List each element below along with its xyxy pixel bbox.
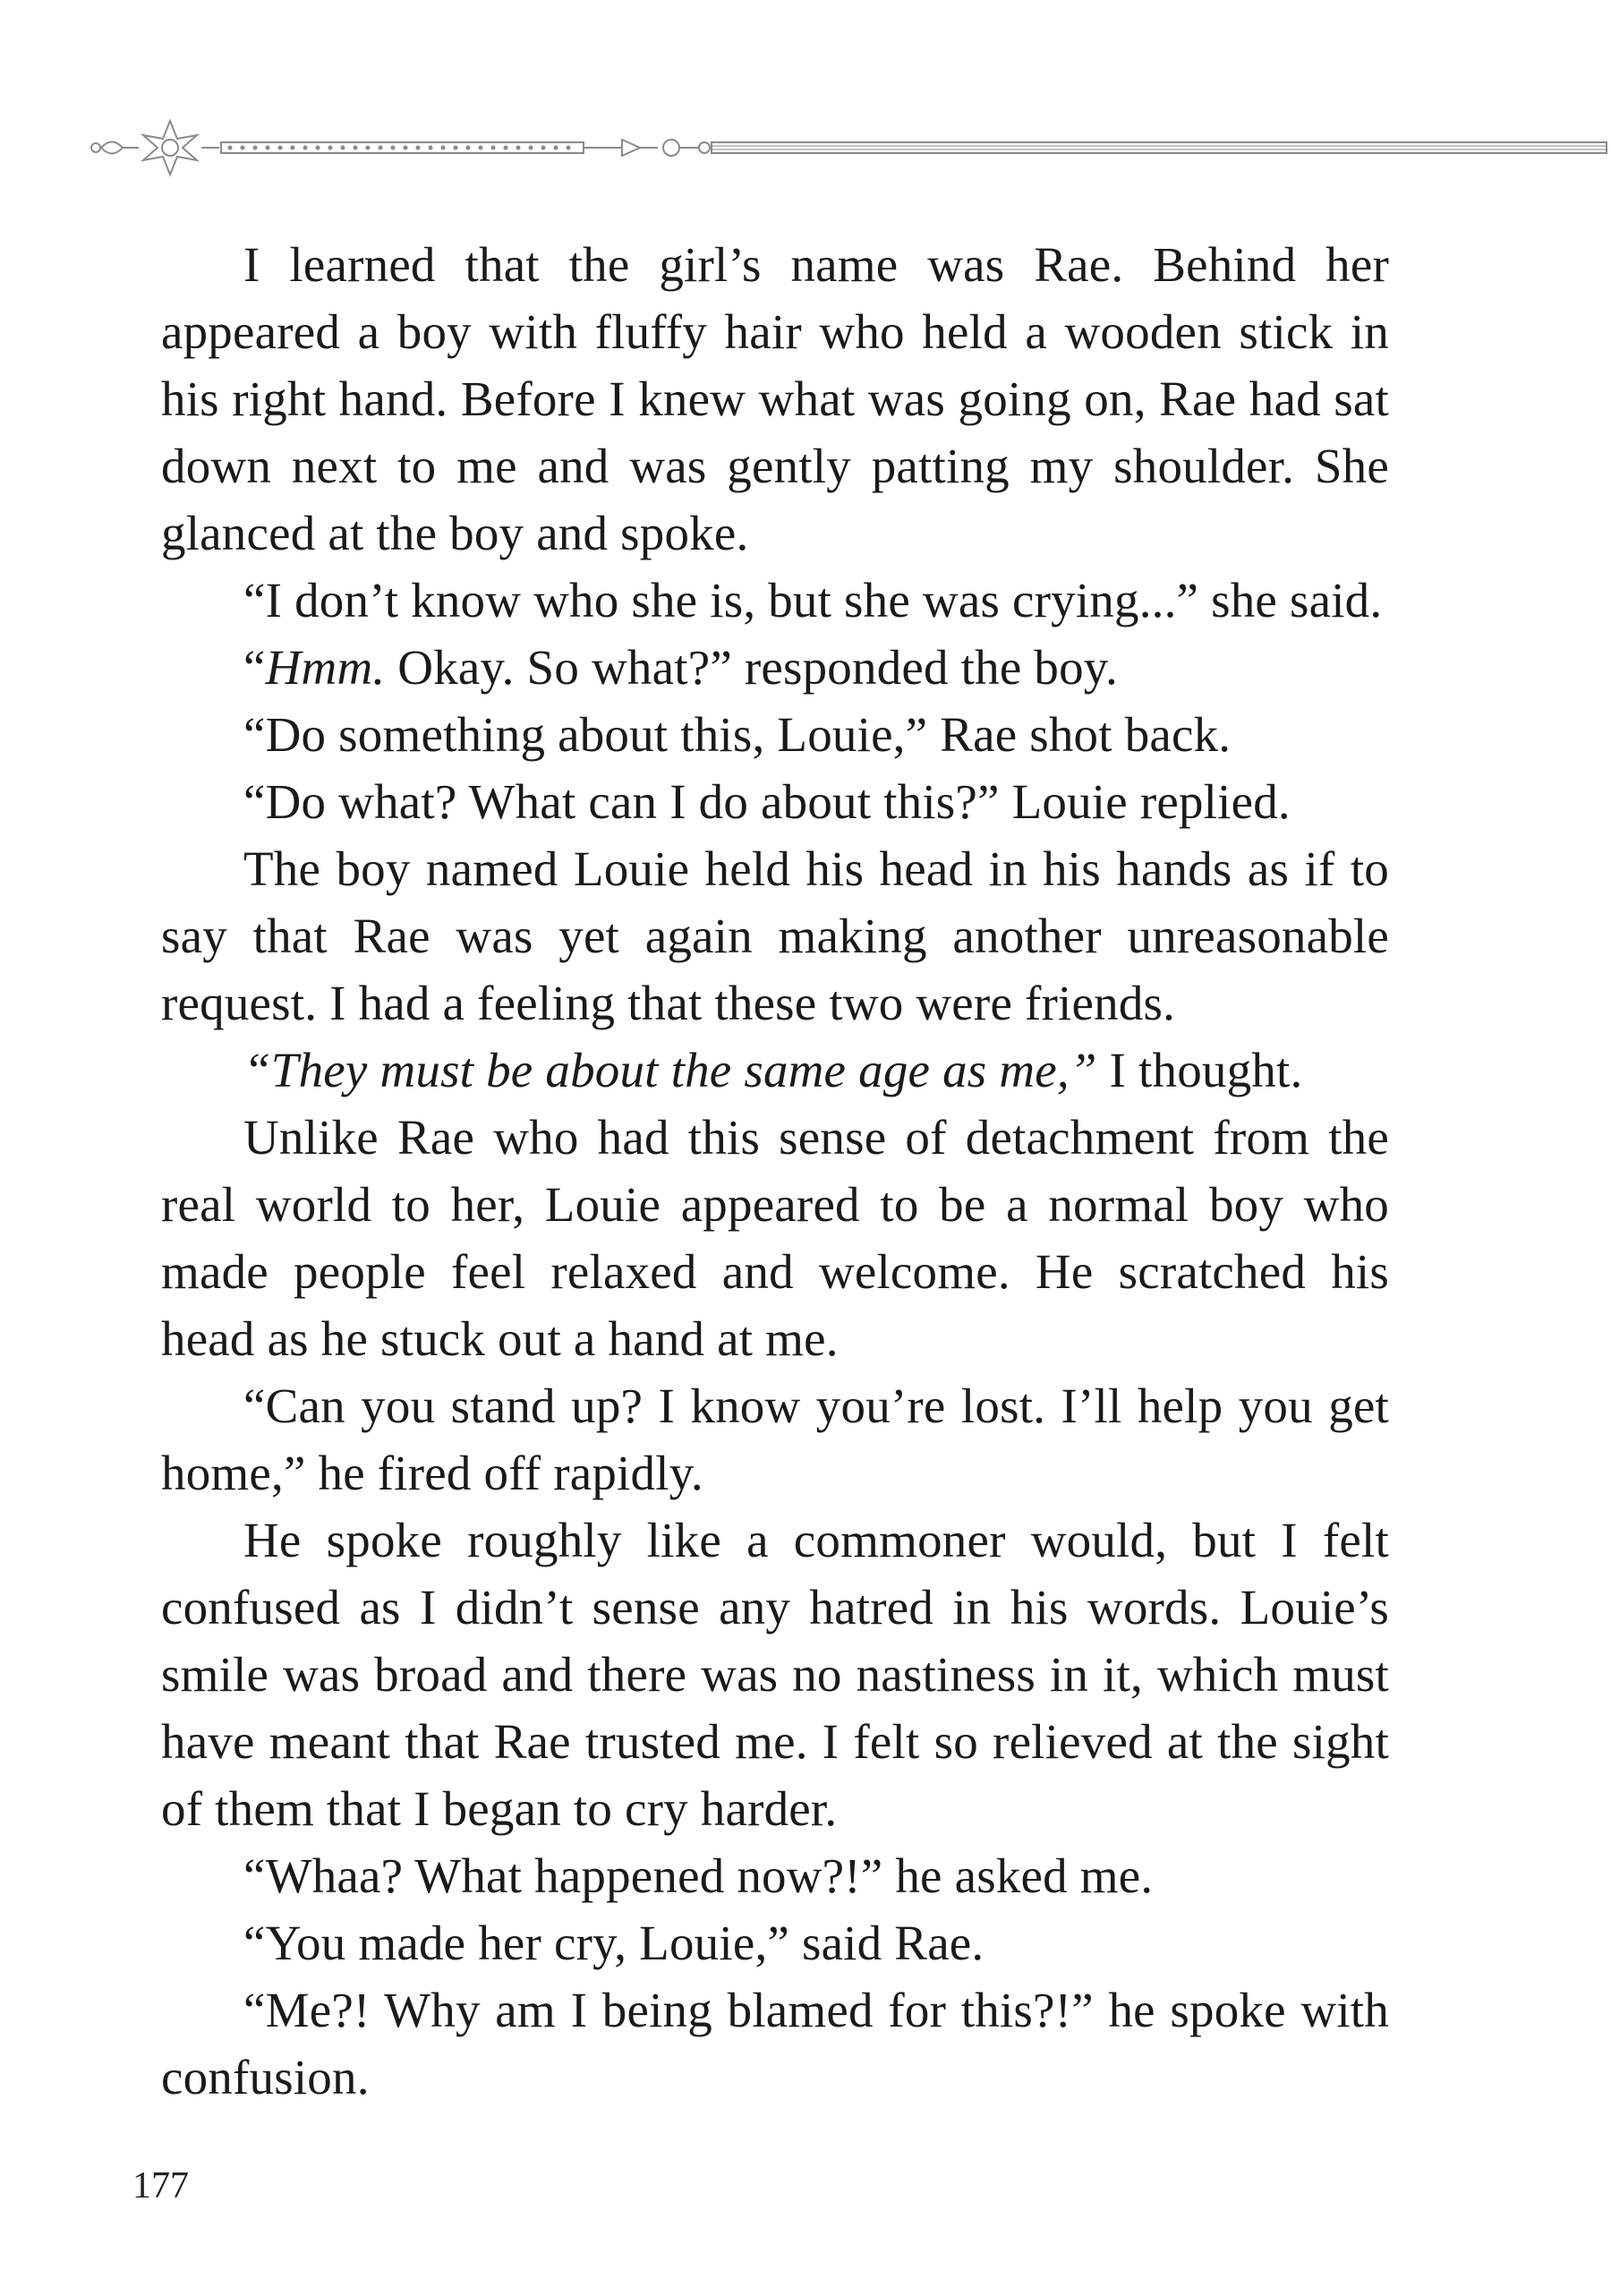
- paragraph: I learned that the girl’s name was Rae. Behind her appeared a boy with fluffy hair who held a wooden stick in his right hand. Before I knew what was going on, Rae had sat down next to me and was gently patting my shoulder. She glanced at the boy and spoke.: [161, 237, 1389, 560]
- paragraph: “Me?! Why am I being blamed for this?!” he spoke with confusion.: [161, 1983, 1389, 2104]
- page-number: 177: [132, 2165, 189, 2206]
- quote-mark: “: [243, 640, 266, 695]
- italic-phrase: Hmm.: [265, 640, 386, 695]
- paragraph: The boy named Louie held his head in his hands as if to say that Rae was yet again making another unreasonable request. I had a feeling that these two were friends.: [161, 841, 1389, 1030]
- paragraph: He spoke roughly like a commoner would, but I felt confused as I didn’t sense any hatred in his words. Louie’s smile was broad and there was no nastiness in it, which must have meant that Rae trusted me. I felt so relieved at the sight of them that I began to cry harder.: [161, 1513, 1389, 1836]
- paragraph-rest: I thought.: [1096, 1043, 1303, 1097]
- paragraph: “Do something about this, Louie,” Rae shot back.: [243, 707, 1232, 762]
- paragraph-rest: Okay. So what?” responded the boy.: [385, 640, 1118, 695]
- paragraph: “I don’t know who she is, but she was crying...” she said.: [243, 573, 1383, 627]
- paragraph: [161, 1037, 1389, 1104]
- paragraph: Unlike Rae who had this sense of detachment from the real world to her, Louie appeared to be a normal boy who made people feel relaxed and welcome. He scratched his head as he stuck out a hand at me.: [161, 1110, 1389, 1366]
- header-ornament: [85, 116, 1611, 179]
- body-text: [161, 231, 1389, 2111]
- paragraph: “You made her cry, Louie,” said Rae.: [243, 1916, 984, 1970]
- paragraph: [161, 634, 1389, 701]
- paragraph: “Whaa? What happened now?!” he asked me.: [243, 1848, 1154, 1903]
- italic-thought: “They must be about the same age as me,”: [243, 1043, 1097, 1097]
- paragraph: “Do what? What can I do about this?” Louie replied.: [243, 774, 1291, 829]
- paragraph: “Can you stand up? I know you’re lost. I’ll help you get home,” he fired off rapidly.: [161, 1378, 1389, 1500]
